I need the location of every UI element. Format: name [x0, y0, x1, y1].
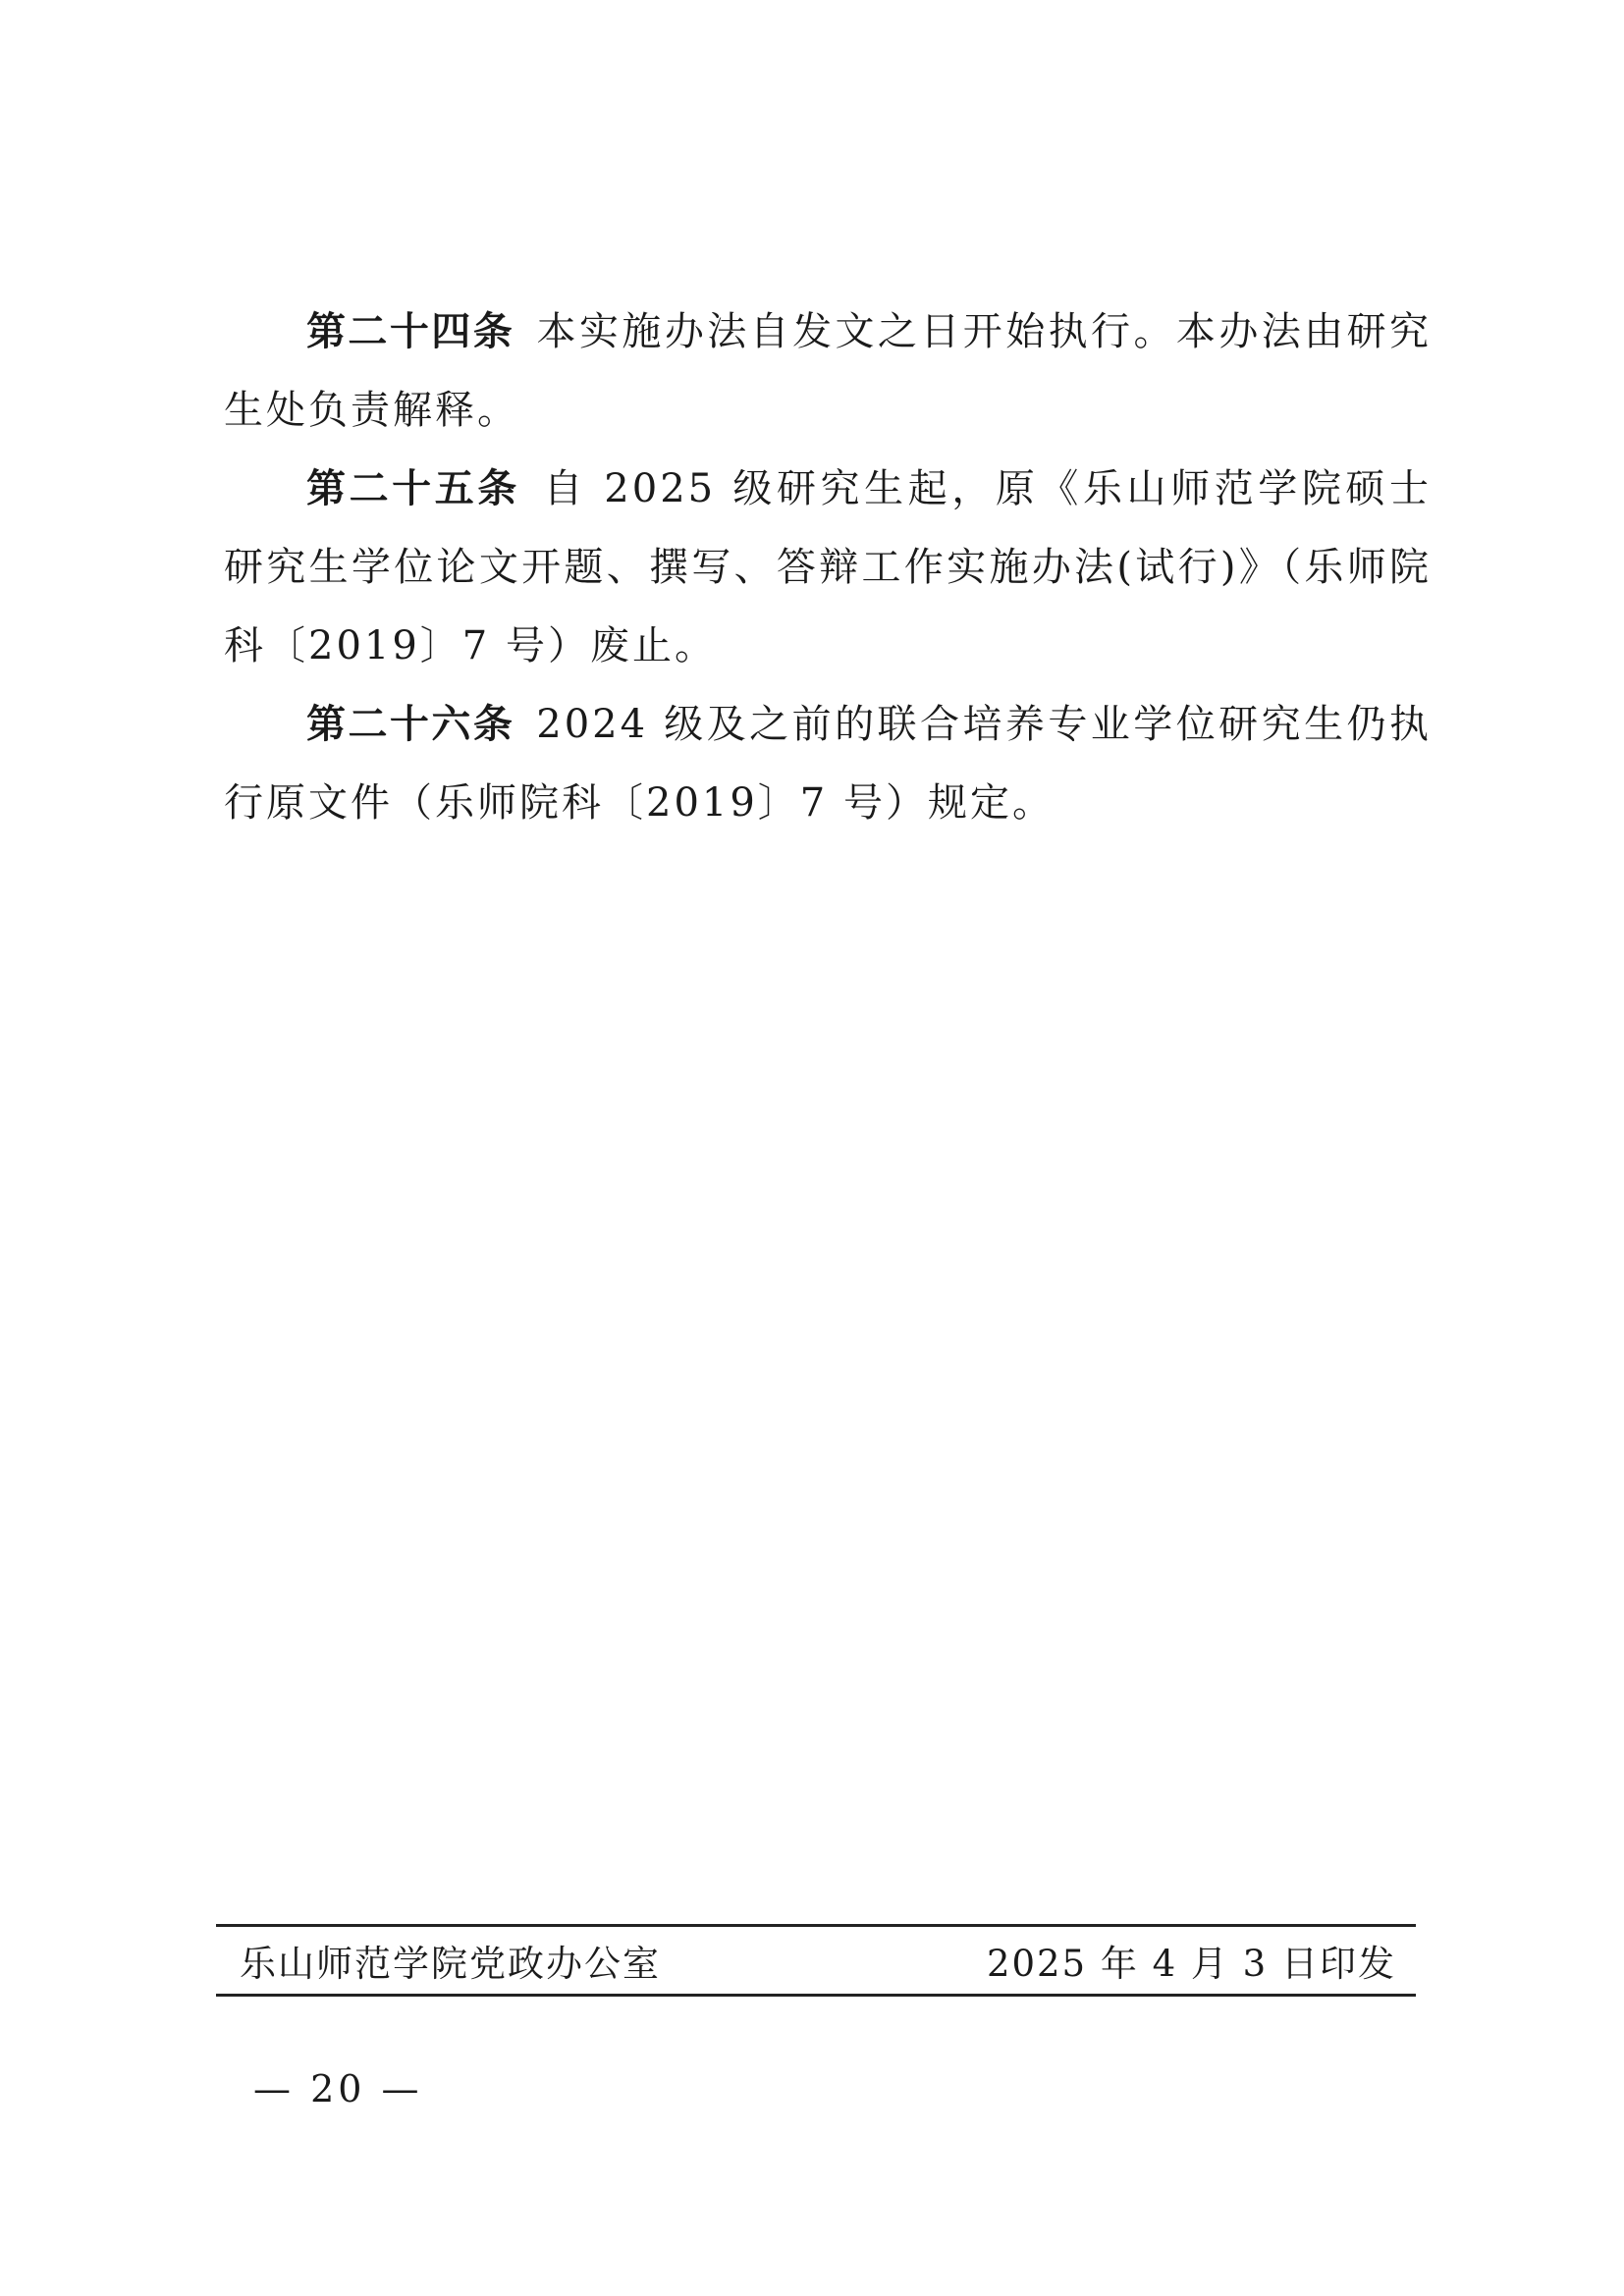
- footer-bottom-rule: [216, 1994, 1416, 1997]
- page-number: — 20 —: [253, 2067, 423, 2110]
- article-title: 第二十四条: [306, 309, 515, 354]
- article-title: 第二十五条: [306, 466, 520, 511]
- article-25: [224, 450, 1432, 685]
- article-24: [224, 293, 1432, 450]
- article-text: 自 2025 级研究生起，原《乐山师范学院硕士研究生学位论文开题、撰写、答辩工作实施办法(试行)》（乐师院科〔2019〕7 号）废止。: [224, 466, 1432, 668]
- article-text: 本实施办法自发文之日开始执行。本办法由研究生处负责解释。: [224, 309, 1433, 433]
- document-body: [224, 293, 1432, 842]
- issue-date: 2025 年 4 月 3 日印发: [986, 1943, 1396, 1985]
- issuer-name: 乐山师范学院党政办公室: [240, 1943, 661, 1985]
- article-26: [224, 685, 1432, 842]
- article-title: 第二十六条: [306, 702, 515, 747]
- issuance-footer: [216, 1924, 1416, 1997]
- article-text: 2024 级及之前的联合培养专业学位研究生仍执行原文件（乐师院科〔2019〕7 号）规定。: [224, 702, 1432, 826]
- footer-row: [216, 1927, 1416, 1994]
